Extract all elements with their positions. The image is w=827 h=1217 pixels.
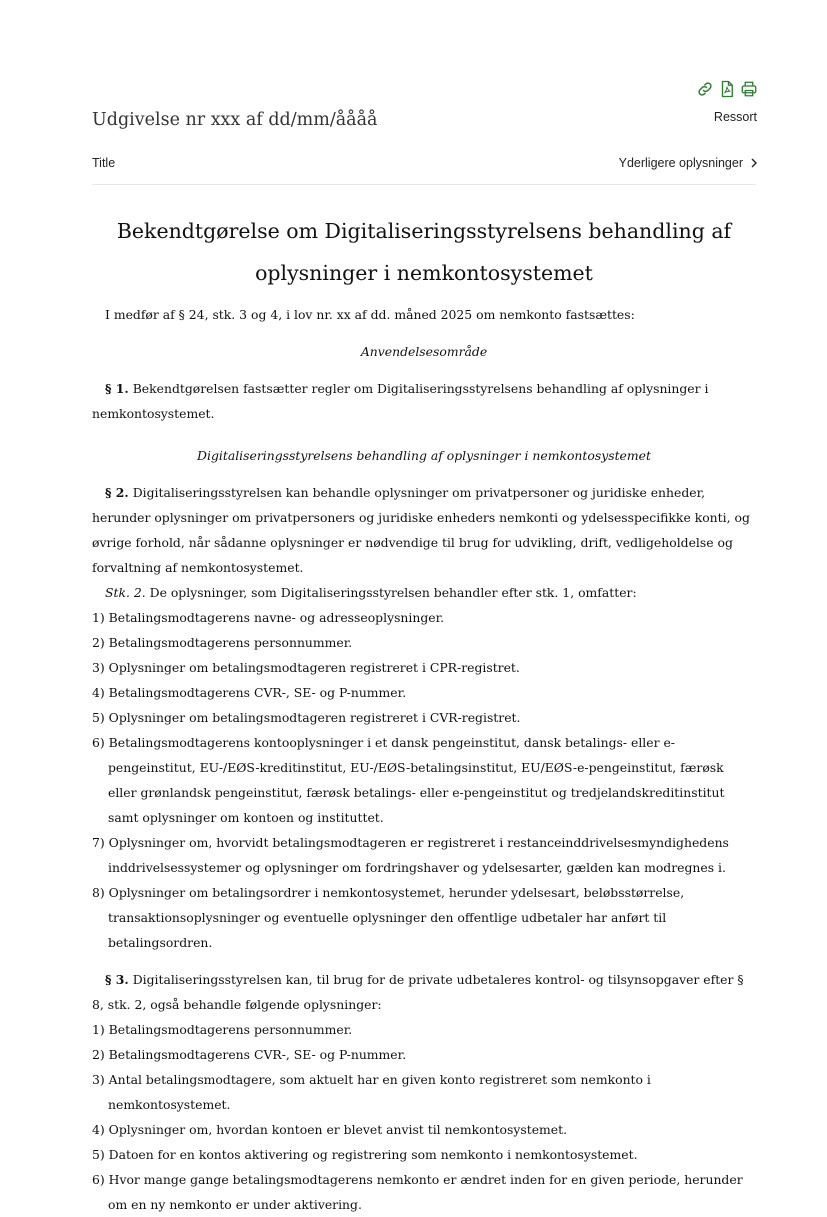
list-item: 7) Oplysninger om, hvorvidt betalingsmodtageren er registreret i restanceinddrivelsesmyndighedens inddrivelsessystemer og oplysninger om fordringshaver og ydelsesarter, gælden kan modregnes i. (92, 835, 729, 875)
paragraph-3-text: Digitaliseringsstyrelsen kan, til brug for de private udbetaleres kontrol- og tilsynsopgaver efter § 8, stk. 2, også behandle følgende oplysninger: (92, 972, 744, 1012)
paragraph-2-list (92, 605, 756, 955)
title-label: Title (92, 156, 116, 170)
list-item: 8) Oplysninger om betalingsordrer i nemkontosystemet, herunder ydelsesart, beløbsstørrelse, transaktionsoplysninger og eventuelle oplysninger den offentlige udbetaler har anført til betalingsordren. (92, 885, 685, 950)
paragraph-2-number: § 2. (105, 485, 129, 500)
toolbar (696, 80, 758, 98)
paragraph-2-text: Digitaliseringsstyrelsen kan behandle oplysninger om privatpersoner og juridiske enheder, herunder oplysninger om privatpersoners og juridiske enheders nemkonti og ydelsesspecifikke konti, og øvrige forhold, når sådanne oplysninger er nødvendige til brug for udvikling, drift, vedligeholdelse og forvaltning af nemkontosystemet. (92, 485, 750, 575)
list-item: 3) Antal betalingsmodtagere, som aktuelt har en given konto registreret som nemkonto i nemkontosystemet. (92, 1072, 651, 1112)
paragraph-1 (92, 376, 756, 426)
paragraph-3-number: § 3. (105, 972, 129, 987)
list-item: 5) Oplysninger om betalingsmodtageren registreret i CVR-registret. (92, 710, 521, 725)
list-item: 6) Betalingsmodtagerens kontooplysninger i et dansk pengeinstitut, dansk betalings- eller e-pengeinstitut, EU-/EØS-kreditinstitut, EU-/EØS-betalingsinstitut, EU/EØS-e-pengeinstitut, færøsk eller grønlandsk pengeinstitut, færøsk betalings- eller e-pengeinstitut og tredjelandskreditinstitut samt oplysninger om kontoen og instituttet. (92, 735, 725, 825)
list-item: 4) Oplysninger om, hvordan kontoen er blevet anvist til nemkontosystemet. (92, 1122, 568, 1137)
preamble: I medfør af § 24, stk. 3 og 4, i lov nr. xx af dd. måned 2025 om nemkonto fastsættes: (105, 307, 635, 322)
list-item: 2) Betalingsmodtagerens CVR-, SE- og P-nummer. (92, 1047, 407, 1062)
paragraph-1-number: § 1. (105, 381, 129, 396)
chevron-right-icon (749, 158, 759, 168)
list-item: 6) Hvor mange gange betalingsmodtagerens nemkonto er ændret inden for en given periode, herunder om en ny nemkonto er under aktivering. (92, 1172, 743, 1212)
header-divider (92, 184, 756, 185)
more-info-label: Yderligere oplysninger (618, 156, 743, 170)
list-item: 2) Betalingsmodtagerens personnummer. (92, 635, 353, 650)
document-title: Bekendtgørelse om Digitaliseringsstyrelsens behandling af oplysninger i nemkontosystemet (116, 219, 732, 285)
paragraph-3-list (92, 1017, 756, 1217)
link-icon[interactable] (696, 80, 714, 98)
list-item: 1) Betalingsmodtagerens navne- og adresseoplysninger. (92, 610, 445, 625)
list-item: 1) Betalingsmodtagerens personnummer. (92, 1022, 353, 1037)
paragraph-2 (92, 480, 756, 580)
stk-2-text: De oplysninger, som Digitaliseringsstyrelsen behandler efter stk. 1, omfatter: (149, 585, 637, 600)
paragraph-2-stk-2 (92, 580, 756, 605)
pdf-icon[interactable] (718, 80, 736, 98)
section-heading-processing: Digitaliseringsstyrelsens behandling af oplysninger i nemkontosystemet (197, 448, 651, 463)
paragraph-1-text: Bekendtgørelsen fastsætter regler om Digitaliseringsstyrelsens behandling af oplysninger i nemkontosystemet. (92, 381, 709, 421)
publication-number: Udgivelse nr xxx af dd/mm/åååå (92, 110, 378, 130)
print-icon[interactable] (740, 80, 758, 98)
list-item: 4) Betalingsmodtagerens CVR-, SE- og P-nummer. (92, 685, 407, 700)
ressort-label: Ressort (713, 110, 757, 124)
paragraph-3 (92, 967, 756, 1017)
document-body (92, 210, 756, 1217)
list-item: 3) Oplysninger om betalingsmodtageren registreret i CPR-registret. (92, 660, 520, 675)
stk-2-label: Stk. 2. (105, 585, 146, 600)
section-heading-scope: Anvendelsesområde (360, 344, 488, 359)
more-info-link[interactable] (619, 156, 759, 170)
list-item: 5) Datoen for en kontos aktivering og registrering som nemkonto i nemkontosystemet. (92, 1147, 638, 1162)
